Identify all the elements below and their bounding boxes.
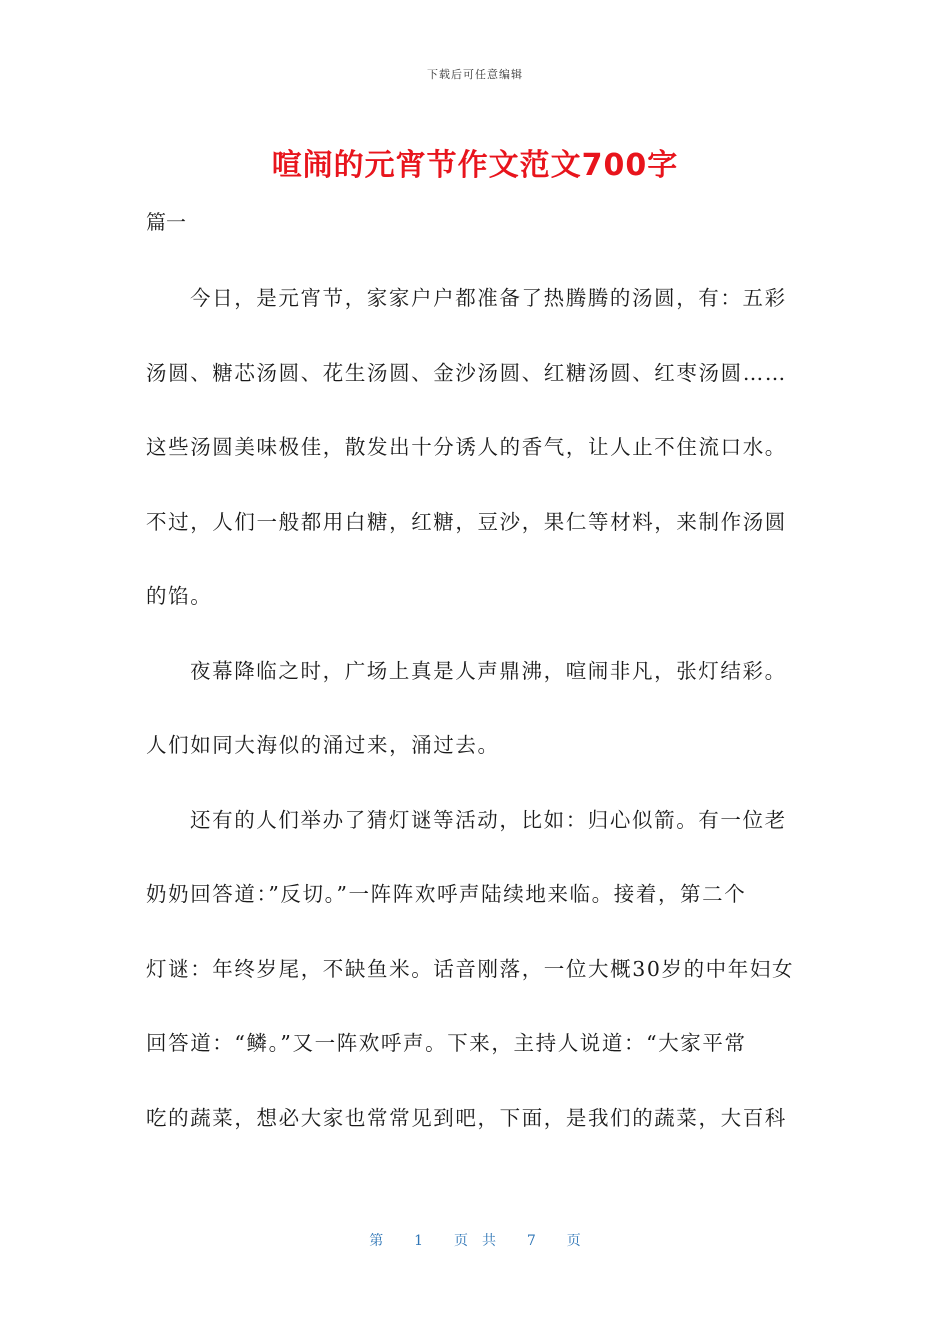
text-line: 人们如同大海似的涌过来，涌过去。 (146, 733, 500, 757)
text-line: 奶奶回答道：”反切。”一阵阵欢呼声陆续地来临。接着，第二个 (146, 882, 747, 906)
text-line: 还有的人们举办了猜灯谜等活动，比如：归心似箭。有一位老 (190, 807, 787, 832)
text-line: 灯谜：年终岁尾，不缺鱼米。话音刚落，一位大概30岁的中年妇女 (146, 956, 795, 981)
footer-prefix: 第 (369, 1233, 384, 1249)
footer-middle: 页共 (454, 1233, 510, 1249)
body-text (146, 282, 806, 1176)
text-line: 不过，人们一般都用白糖，红糖，豆沙，果仁等材料，来制作汤圆 (146, 509, 787, 534)
text-line: 夜幕降临之时，广场上真是人声鼎沸，喧闹非凡，张灯结彩。 (190, 658, 787, 683)
section-label: 篇一 (146, 210, 186, 234)
page-footer (0, 1230, 950, 1250)
document-title: 喧闹的元宵节作文范文700字 (271, 148, 679, 183)
text-line: 这些汤圆美味极佳，散发出十分诱人的香气，让人止不住流口水。 (146, 435, 787, 459)
header-note: 下载后可任意编辑 (427, 68, 523, 81)
text-line: 汤圆、糖芯汤圆、花生汤圆、金沙汤圆、红糖汤圆、红枣汤圆…… (146, 360, 787, 385)
footer-suffix: 页 (566, 1233, 581, 1249)
footer-current-page: 1 (414, 1233, 424, 1249)
text-line: 回答道：“鳞。”又一阵欢呼声。下来，主持人说道：“大家平常 (146, 1031, 747, 1055)
footer-total-pages: 7 (526, 1233, 536, 1249)
text-line: 的馅。 (146, 584, 213, 608)
text-line: 今日，是元宵节，家家户户都准备了热腾腾的汤圆，有：五彩 (190, 286, 787, 310)
text-line: 吃的蔬菜，想必大家也常常见到吧，下面，是我们的蔬菜，大百科 (146, 1105, 787, 1130)
